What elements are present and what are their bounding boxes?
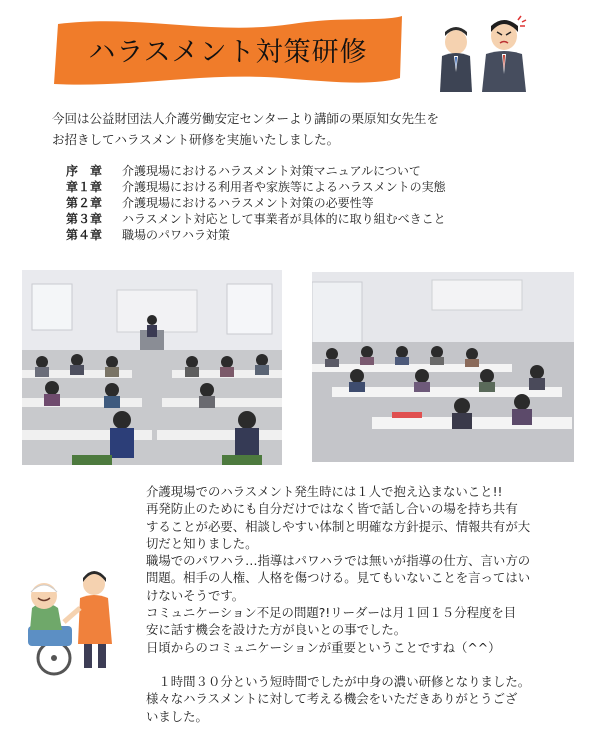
chapter-title: 介護現場におけるハラスメント対策の必要性等: [122, 196, 374, 210]
chapter-label: 第３章: [66, 212, 103, 226]
chapter-item: [66, 227, 536, 243]
seminar-photo-1: [22, 270, 282, 465]
chapter-list: [66, 163, 536, 243]
chapter-item: [66, 195, 536, 211]
body-line: けないそうです。: [146, 587, 245, 603]
chapter-label: 第４章: [66, 228, 103, 242]
closing-line: 様々なハラスメントに対して考える機会をいただきありがとうござ: [146, 691, 518, 707]
chapter-title: ハラスメント対応として事業者が具体的に取り組むべきこと: [122, 212, 446, 226]
chapter-label: 序 章: [66, 164, 103, 178]
chapter-title: 介護現場におけるハラスメント対策マニュアルについて: [122, 164, 421, 178]
chapter-title: 職場のパワハラ対策: [122, 228, 231, 242]
chapter-title: 介護現場における利用者や家族等によるハラスメントの実態: [122, 180, 446, 194]
title-banner: [52, 12, 404, 88]
intro-line: お招きしてハラスメント研修を実施いたしました。: [52, 132, 340, 147]
body-line: コミュニケーション不足の問題?!リーダーは月１回１５分程度を目: [146, 605, 517, 621]
body-line: することが必要、相談しやすい体制と明確な方針提示、情報共有が大: [146, 518, 531, 534]
body-line: 安に話す機会を設けた方が良いとの事でした。: [146, 622, 407, 638]
intro-line: 今回は公益財団法人介護労働安定センターより講師の栗原知女先生を: [52, 111, 440, 126]
closing-line: １時間３０分という短時間でしたが中身の濃い研修となりました。: [146, 673, 531, 689]
intro-paragraph: [52, 108, 552, 150]
page-title: ハラスメント対策研修: [88, 37, 368, 68]
seminar-photo-2: [312, 272, 574, 462]
chapter-label: 章１章: [66, 180, 103, 194]
chapter-label: 第２章: [66, 196, 103, 210]
chapter-item: [66, 179, 536, 195]
body-line: 再発防止のためにも自分だけではなく皆で話し合いの場を持ち共有: [146, 501, 518, 517]
body-line: 問題。相手の人権、人格を傷つける。見てもいないことを言ってはい: [146, 570, 531, 586]
body-line: 切だと知りました。: [146, 535, 258, 551]
body-line: 日頃からのコミュニケーションが重要ということですね（^^）: [146, 639, 501, 655]
businessmen-bowing-illustration: [430, 12, 535, 92]
body-line: 職場でのパワハラ…指導はパワハラでは無いが指導の仕方、言い方の: [146, 553, 531, 569]
chapter-item: [66, 211, 536, 227]
closing-line: いました。: [146, 708, 208, 724]
report-body: [146, 483, 586, 725]
chapter-item: [66, 163, 536, 179]
body-line: 介護現場でのハラスメント発生時には１人で抱え込まないこと!!: [146, 484, 503, 499]
paragraph-gap: [146, 656, 586, 673]
caregiver-wheelchair-illustration: [14, 548, 124, 678]
